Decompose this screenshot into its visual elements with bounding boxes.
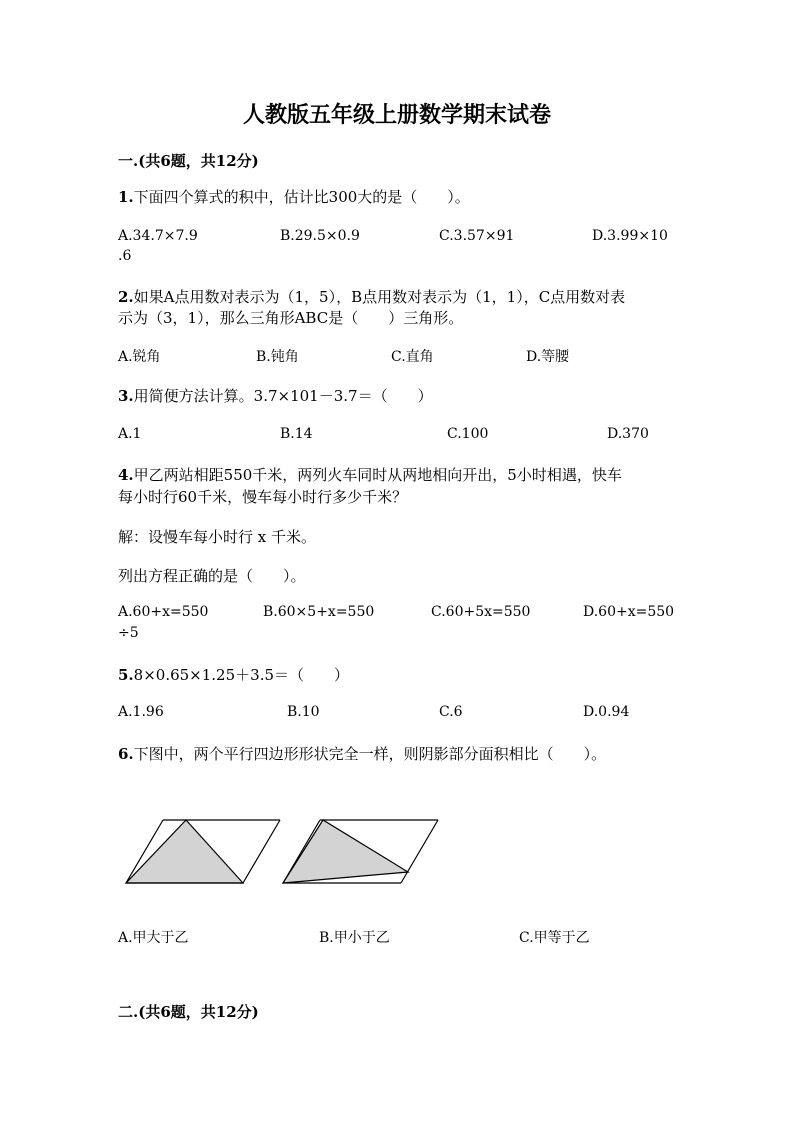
- question-1-text: 下面四个算式的积中，估计比300大的是（ ）。: [133, 188, 470, 206]
- q6-option-a[interactable]: A.甲大于乙: [118, 930, 189, 946]
- q1-option-c[interactable]: C.3.57×91: [439, 228, 515, 244]
- q3-option-c[interactable]: C.100: [447, 426, 489, 442]
- figure-right-parallelogram: [283, 820, 438, 883]
- q4-option-a[interactable]: A.60+x=550: [118, 604, 209, 620]
- question-1-number: 1.: [118, 188, 134, 206]
- figure-left-shaded-triangle: [126, 820, 243, 883]
- parallelogram-figure: [118, 815, 443, 890]
- question-1: [118, 186, 470, 207]
- q2-option-b[interactable]: B.钝角: [256, 349, 299, 365]
- question-4-line-2: 每小时行60千米，慢车每小时行多少千米？: [118, 488, 408, 506]
- q3-option-d[interactable]: D.370: [607, 426, 649, 442]
- q5-option-c[interactable]: C.6: [439, 704, 463, 720]
- q4-option-c[interactable]: C.60+5x=550: [431, 604, 531, 620]
- question-6-text: 下图中，两个平行四边形形状完全一样，则阴影部分面积相比（ ）。: [133, 745, 607, 763]
- question-2-line-1: [118, 286, 625, 307]
- q1-option-b[interactable]: B.29.5×0.9: [280, 228, 360, 244]
- page-title: 人教版五年级上册数学期末试卷: [242, 102, 551, 128]
- q2-option-c[interactable]: C.直角: [391, 349, 434, 365]
- question-3: [118, 385, 433, 406]
- q3-option-b[interactable]: B.14: [280, 426, 313, 442]
- question-6-number: 6.: [118, 745, 134, 763]
- question-4-line-1: [118, 464, 622, 485]
- question-2-number: 2.: [118, 288, 134, 306]
- q3-option-a[interactable]: A.1: [118, 426, 142, 442]
- q5-option-a[interactable]: A.1.96: [118, 704, 164, 720]
- q6-option-b[interactable]: B.甲小于乙: [319, 930, 390, 946]
- q2-option-a[interactable]: A.锐角: [118, 349, 161, 365]
- question-3-number: 3.: [118, 387, 134, 405]
- q6-option-c[interactable]: C.甲等于乙: [519, 930, 590, 946]
- question-4-number: 4.: [118, 466, 134, 484]
- question-2-text-1: 如果A点用数对表示为（1，5），B点用数对表示为（1，1），C点用数对表: [133, 288, 626, 306]
- q5-option-b[interactable]: B.10: [287, 704, 320, 720]
- question-4-solution: 解：设慢车每小时行 x 千米。: [118, 528, 316, 546]
- question-5-text: 8×0.65×1.25＋3.5＝（ ）: [133, 666, 350, 684]
- question-5-number: 5.: [118, 666, 134, 684]
- figure-left-parallelogram: [126, 820, 280, 883]
- question-3-text: 用简便方法计算。3.7×101－3.7＝（ ）: [133, 387, 433, 405]
- question-2-line-2: 示为（3，1），那么三角形ABC是（ ）三角形。: [118, 309, 464, 327]
- q1-option-a[interactable]: A.34.7×7.9: [118, 228, 198, 244]
- q1-option-d[interactable]: D.3.99×10: [592, 228, 668, 244]
- q4-option-d[interactable]: D.60+x=550: [583, 604, 675, 620]
- question-4-text-1: 甲乙两站相距550千米，两列火车同时从两地相向开出，5小时相遇，快车: [133, 466, 622, 484]
- section-1-heading: 一.(共6题，共12分): [118, 152, 259, 170]
- q5-option-d[interactable]: D.0.94: [583, 704, 630, 720]
- question-5: [118, 664, 349, 685]
- q1-option-d-continued: .6: [118, 248, 132, 264]
- q4-option-d-continued: ÷5: [118, 625, 139, 641]
- question-6: [118, 743, 606, 764]
- section-2-heading: 二.(共6题，共12分): [118, 1003, 259, 1021]
- question-4-prompt: 列出方程正确的是（ ）。: [118, 567, 306, 585]
- q2-option-d[interactable]: D.等腰: [526, 349, 570, 365]
- q4-option-b[interactable]: B.60×5+x=550: [263, 604, 375, 620]
